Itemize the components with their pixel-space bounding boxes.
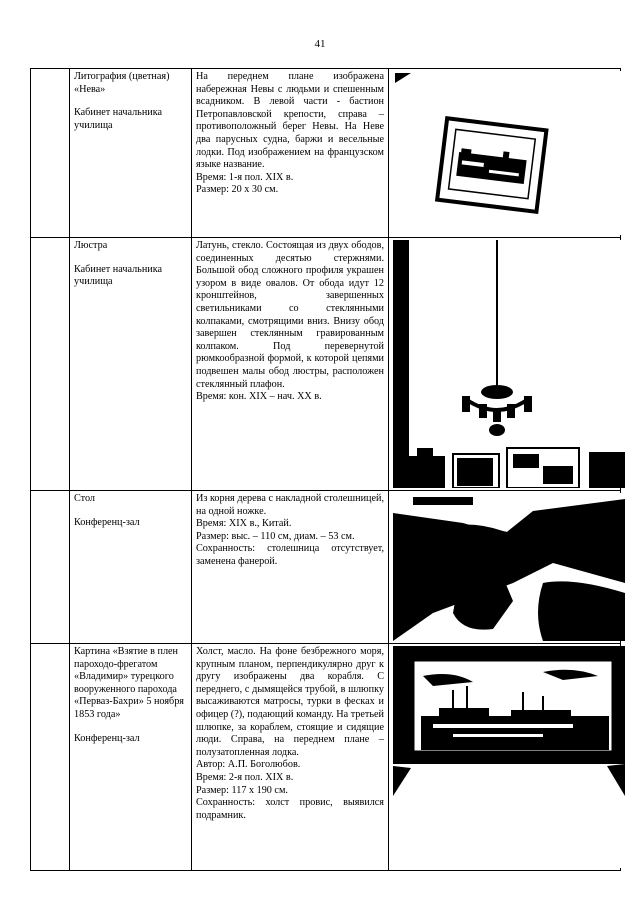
description-text: Из корня дерева с накладной столешницей, на одной ножке. [196,493,384,517]
item-author: Автор: А.П. Боголюбов. [196,759,301,771]
item-date: Время: XIX в., Китай. [196,518,292,530]
item-name: Литография (цветная) «Нева» [74,71,170,95]
photo-cell [389,491,621,644]
number-cell [31,491,70,644]
number-cell [31,238,70,491]
lithograph-photo [393,71,625,235]
name-cell [70,491,192,644]
chandelier-photo [393,240,625,488]
name-cell [70,238,192,491]
name-cell [70,644,192,871]
table-row [31,491,621,644]
item-date: Время: 1-я пол. XIX в. [196,171,294,183]
inventory-table [30,68,621,871]
table-row [31,644,621,871]
item-location: Кабинет начальника училища [74,263,163,288]
description-cell [192,238,389,491]
item-size: Размер: 20 х 30 см. [196,184,279,196]
item-name: Стол [74,493,96,504]
item-date: Время: кон. XIX – нач. XX в. [196,391,322,403]
photo-cell [389,238,621,491]
item-location: Конференц-зал [74,516,140,528]
description-cell [192,491,389,644]
item-condition: Сохранность: столешница отсутствует, заменена фанерой. [196,543,384,567]
page-number: 41 [314,38,326,50]
item-name: Картина «Взятие в плен пароходо-фрегатом «Владимир» турецкого вооруженного парохода «Перваз-Бахри» 5 ноября 1853 года» [74,646,184,720]
item-condition: Сохранность: холст провис, выявился подрамник. [196,797,384,821]
table-row [31,238,621,491]
item-name: Люстра [74,240,108,251]
description-text: На переднем плане изображена набережная Невы с людьми и спешенным всадником. В левой части - бастион Петропавловской крепости, справа – противоположный берег Невы. На Неве два парусных судна, баржи и весельные лодки. Под изображением на французском языке название. [196,71,384,171]
description-cell [192,644,389,871]
item-size: Размер: выс. – 110 см, диам. – 53 см. [196,530,355,542]
description-text: Латунь, стекло. Состоящая из двух ободов, соединенных десятью стержнями. Большой обод сложного профиля украшен узором в виде овалов. От обода идут 12 кронштейнов, завершенных светильниками со стеклянными колпаками, смотрящими вниз. Внизу обод завершен стеклянным гравированным колпаком. Под перевернутой рюмкообразной формой, к которой цепями подвешен малы обод люстры, расположен стеклянный плафон. [196,240,384,390]
number-cell [31,644,70,871]
description-text: Холст, масло. На фоне безбрежного моря, крупным планом, перпендикулярно друг к другу изображены два корабля. С переднего, с дымящейся трубой, в шлюпку высаживаются матросы, турки в фесках и офицер (?), подающий команду. На третьей шлюпке, за кораблем, стоящие и сидящие люди. Справа, на переднем плане – полузатопленная лодка. [196,646,384,758]
name-cell [70,69,192,238]
item-location: Кабинет начальника училища [74,107,163,131]
item-size: Размер: 117 х 190 см. [196,784,288,796]
photo-cell [389,644,621,871]
painting-photo [393,646,625,868]
description-cell [192,69,389,238]
table-row [31,69,621,238]
item-location: Конференц-зал [74,732,140,744]
table-photo [393,493,625,641]
item-date: Время: 2-я пол. XIX в. [196,771,294,783]
number-cell [31,69,70,238]
photo-cell [389,69,621,238]
